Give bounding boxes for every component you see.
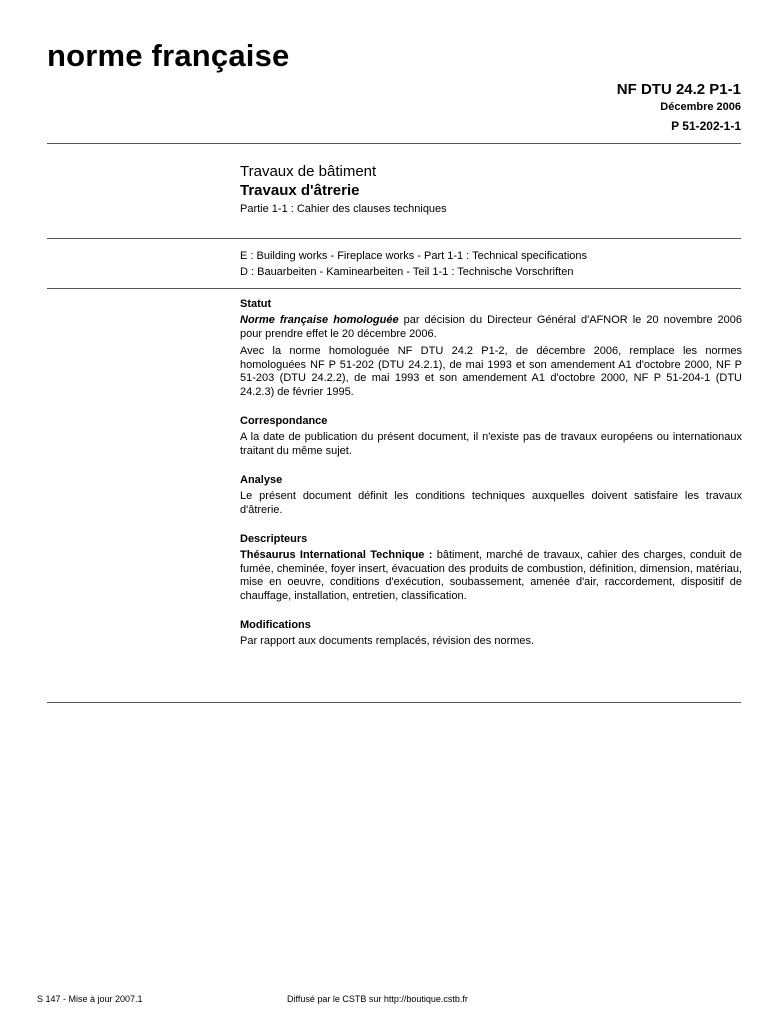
section-title: Descripteurs xyxy=(240,533,308,545)
document-part: Partie 1-1 : Cahier des clauses techniques xyxy=(240,203,447,215)
document-title: Travaux d'âtrerie xyxy=(240,182,360,199)
divider xyxy=(47,143,741,144)
footer-distribution-note: Diffusé par le CSTB sur http://boutique.cstb.fr xyxy=(287,994,468,1004)
homologation-text: par décision du Directeur Général d'AFNOR le 20 novembre 2006 pour prendre effet le 20 décembre 2006. xyxy=(240,314,742,340)
section-title: Statut xyxy=(240,298,272,310)
document-brand: norme française xyxy=(47,38,290,73)
section-descripteurs xyxy=(240,532,742,603)
standard-reference: NF DTU 24.2 P1-1 xyxy=(616,81,741,98)
divider xyxy=(47,238,741,239)
modifications-text: Par rapport aux documents remplacés, révision des normes. xyxy=(240,635,535,647)
section-correspondance xyxy=(240,414,742,458)
descripteurs-text xyxy=(240,549,742,603)
divider xyxy=(47,702,741,703)
thesaurus-keywords: bâtiment, marché de travaux, cahier des charges, conduit de fumée, cheminée, foyer insert, évacuation des produits de combustion, définition, dimension, matériau, mise en oeuvre, conditions d'exécution, soubassement, amenée d'air, raccordement, dispositif de chauffage, installation, entretien, classification. xyxy=(240,549,743,602)
classification-index: P 51-202-1-1 xyxy=(671,119,741,133)
replacement-paragraph: Avec la norme homologuée NF DTU 24.2 P1-2, de décembre 2006, remplace les normes homologuées NF P 51-202 (DTU 24.2.1), de mai 1993 et son amendement A1 d'octobre 2000, NF P 51-203 (DTU 24.2.2), de mai 1993 et son amendement A1 d'octobre 2000, NF P 51-204-1 (DTU 24.2.3) de février 1995. xyxy=(240,345,742,398)
section-title: Correspondance xyxy=(240,415,328,427)
section-analyse xyxy=(240,473,742,517)
section-modifications xyxy=(240,618,742,649)
section-title: Analyse xyxy=(240,474,283,486)
translations-block xyxy=(240,248,587,280)
publication-date: Décembre 2006 xyxy=(660,101,741,113)
thesaurus-lead: Thésaurus International Technique : xyxy=(240,549,433,561)
section-title: Modifications xyxy=(240,619,311,631)
reference-block xyxy=(617,81,741,134)
section-statut xyxy=(240,297,742,399)
german-title: D : Bauarbeiten - Kaminearbeiten - Teil 1-1 : Technische Vorschriften xyxy=(240,266,574,278)
homologation-lead: Norme française homologuée xyxy=(240,314,399,326)
analyse-text: Le présent document définit les conditions techniques auxquelles doivent satisfaire les travaux d'âtrerie. xyxy=(240,490,742,516)
divider xyxy=(47,288,741,289)
document-category: Travaux de bâtiment xyxy=(240,163,377,180)
statut-paragraph xyxy=(240,314,742,341)
content-body xyxy=(240,297,742,664)
correspondance-text: A la date de publication du présent document, il n'existe pas de travaux européens ou internationaux traitant du même sujet. xyxy=(240,431,742,457)
footer-update-note: S 147 - Mise à jour 2007.1 xyxy=(37,994,143,1004)
english-title: E : Building works - Fireplace works - Part 1-1 : Technical specifications xyxy=(240,250,588,262)
title-block xyxy=(240,162,447,217)
